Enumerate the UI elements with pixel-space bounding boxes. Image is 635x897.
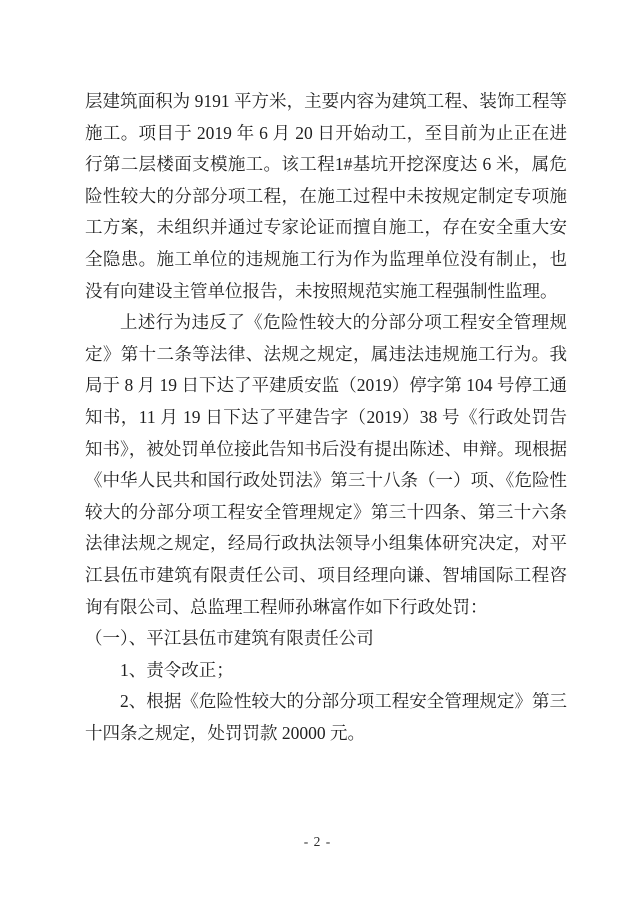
- paragraph-continuation: 层建筑面积为 9191 平方米，主要内容为建筑工程、装饰工程等施工。项目于 2019 年 6 月 20 日开始动工，至目前为止正在进行第二层楼面支模施工。该工程1#基坑开挖深度达 6 米，属危险性较大的分部分项工程，在施工过程中未按规定制定专项施工方案，未组织并通过专家论证而擅自施工，存在安全重大安全隐患。施工单位的违规施工行为作为监理单位没有制止，也没有向建设主管单位报告，未按照规范实施工程强制性监理。: [85, 91, 567, 301]
- paragraph-subitem-1: 1、责令改正；: [120, 659, 234, 680]
- page-number: - 2 -: [303, 834, 332, 849]
- document-body: [85, 86, 567, 749]
- paragraph-violation-statement: 上述行为违反了《危险性较大的分部分项工程安全管理规定》第十二条等法律、法规之规定，属违法违规施工行为。我局于 8 月 19 日下达了平建质安监（2019）停字第 104 号停工通知书，11 月 19 日下达了平建告字（2019）38 号《行政处罚告知书》，被处罚单位接此告知书后没有提出陈述、申辩。现根据《中华人民共和国行政处罚法》第三十八条（一）项、《危险性较大的分部分项工程安全管理规定》第三十四条、第三十六条法律法规之规定，经局行政执法领导小组集体研究决定，对平江县伍市建筑有限责任公司、项目经理向谦、智埔国际工程咨询有限公司、总监理工程师孙琳富作如下行政处罚：: [85, 312, 567, 617]
- paragraph-item-heading: （一）、平江县伍市建筑有限责任公司: [85, 628, 374, 649]
- paragraph-subitem-2: 2、根据《危险性较大的分部分项工程安全管理规定》第三十四条之规定，处罚罚款 20000 元。: [85, 691, 567, 743]
